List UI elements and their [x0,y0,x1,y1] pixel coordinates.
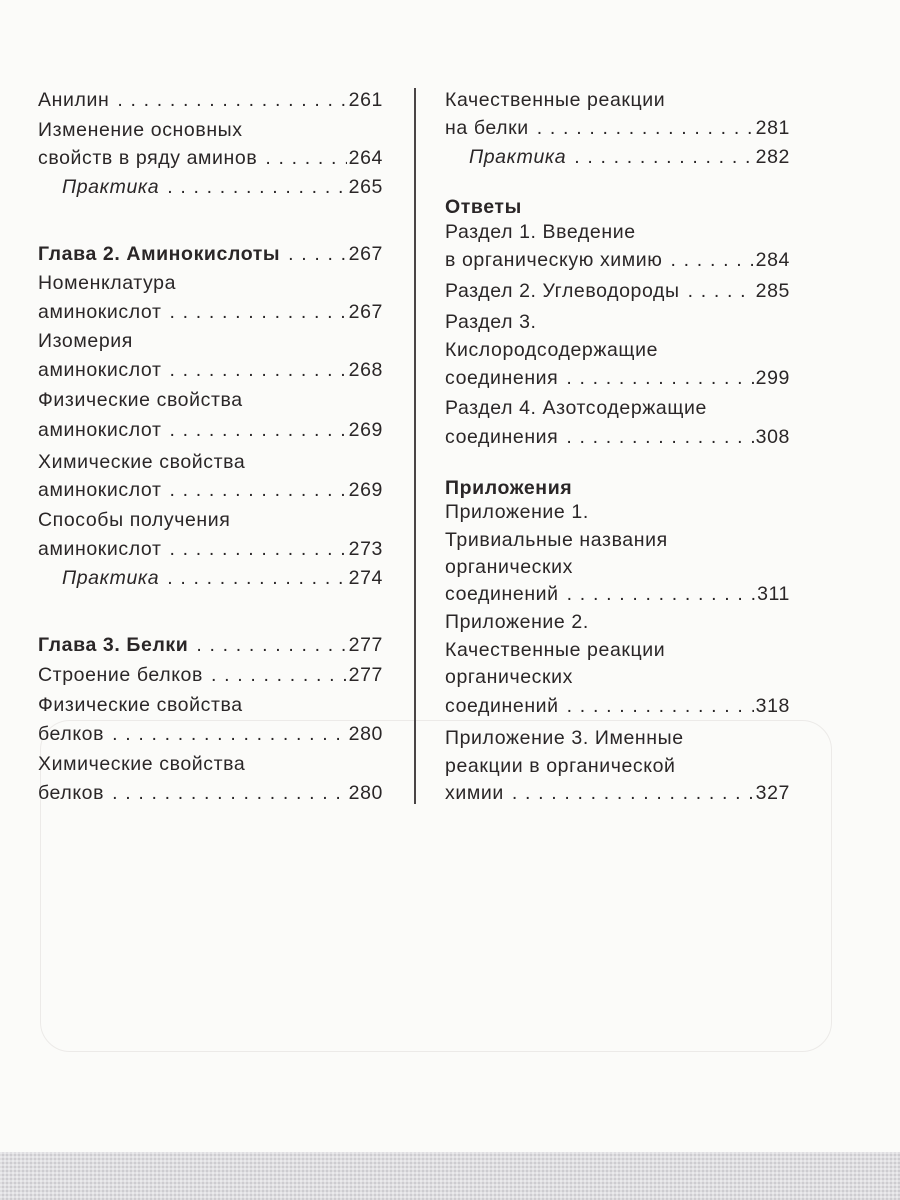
toc-entry-line [445,724,790,752]
toc-page-number: 269 [348,418,383,441]
toc-page-number: 267 [348,242,383,265]
toc-entry [38,661,383,689]
toc-entry-title: Анилин [38,88,110,111]
toc-page-number: 308 [755,425,790,448]
toc-page-number: 280 [348,722,383,745]
toc-entry [38,476,383,504]
dot-leader [512,782,754,805]
toc-entry [445,692,790,720]
toc-page-number: 327 [755,781,790,804]
toc-entry-title: соединения [445,425,559,448]
toc-page-number: 318 [755,694,790,717]
toc-entry-line [445,498,790,526]
toc-entry-title: Качественные реакции [445,88,666,111]
toc-page-number: 273 [348,537,383,560]
toc-entry [38,86,383,114]
toc-entry-title: Физические свойства [38,388,243,411]
toc-entry-title: аминокислот [38,418,162,441]
toc-page-number: 311 [757,582,790,605]
toc-page-number: 268 [348,358,383,381]
dot-leader [567,583,755,606]
toc-entry-title: в органическую химию [445,248,663,271]
toc-entry-title: Раздел 2. Углеводороды [445,279,680,302]
dot-leader [169,301,346,324]
dot-leader [574,146,753,169]
toc-entry-title: органических [445,555,574,578]
toc-entry-line [445,218,790,246]
toc-entry-title: Раздел 1. Введение [445,220,636,243]
toc-entry-line [38,506,383,534]
toc-page-number: 299 [755,366,790,389]
toc-entry-title: Приложение 2. [445,610,589,633]
toc-entry [38,173,383,201]
toc-page-number: 274 [348,566,383,589]
scanner-edge-band [0,1152,900,1200]
toc-entry-title: Строение белков [38,663,203,686]
toc-entry [38,356,383,384]
toc-page-number: 261 [348,88,383,111]
dot-leader [112,723,347,746]
toc-entry [38,298,383,326]
toc-entry-line [38,691,383,719]
dot-leader [211,664,347,687]
toc-entry [445,423,790,451]
toc-page-number: 265 [348,175,383,198]
toc-page-number: 285 [755,279,790,302]
toc-page-number: 284 [755,248,790,271]
toc-entry-title: органических [445,665,574,688]
toc-entry-title: аминокислот [38,478,162,501]
toc-entry-title: Номенклатура [38,271,177,294]
dot-leader [169,359,346,382]
toc-entry-title: Глава 2. Аминокислоты [38,242,281,265]
toc-section-heading [445,193,790,221]
dot-leader [537,117,754,140]
toc-entry-title: Кислородсодержащие [445,338,659,361]
toc-entry-title: белков [38,781,105,804]
dot-leader [671,249,754,272]
toc-entry [445,580,790,608]
toc-entry-title: реакции в органической [445,754,676,777]
toc-entry [445,364,790,392]
toc-entry-title: Химические свойства [38,450,246,473]
toc-entry-title: белков [38,722,105,745]
toc-entry-title: аминокислот [38,537,162,560]
dot-leader [112,782,347,805]
toc-page-number: 267 [348,300,383,323]
toc-entry-line [38,386,383,414]
toc-entry [445,114,790,142]
toc-entry-title: Приложение 1. [445,500,589,523]
toc-entry [38,779,383,807]
toc-page-number: 282 [755,145,790,168]
toc-entry-line [38,750,383,778]
toc-entry-title: химии [445,781,504,804]
dot-leader [169,538,346,561]
toc-entry-title: Практика [62,175,160,198]
toc-entry-title: Химические свойства [38,752,246,775]
toc-entry-line [38,269,383,297]
toc-entry-line [445,553,790,581]
toc-entry [445,277,790,305]
toc-entry-title: Приложения [445,476,573,499]
toc-entry-title: соединений [445,582,559,605]
toc-entry-title: свойств в ряду аминов [38,146,258,169]
toc-entry [38,416,383,444]
dot-leader [567,695,754,718]
toc-entry-title: Практика [469,145,567,168]
toc-entry [38,631,383,659]
toc-entry-line [445,663,790,691]
toc-entry-title: Практика [62,566,160,589]
toc-entry-title: Изменение основных [38,118,243,141]
toc-entry-line [38,116,383,144]
toc-entry-line [445,526,790,554]
toc-entry-title: Способы получения [38,508,231,531]
toc-entry-line [38,327,383,355]
toc-page-number: 277 [348,663,383,686]
dot-leader [117,89,346,112]
toc-entry-title: Качественные реакции [445,638,666,661]
dot-leader [169,419,346,442]
toc-entry [445,779,790,807]
toc-entry-title: Физические свойства [38,693,243,716]
toc-entry-line [445,336,790,364]
toc-page-number: 264 [348,146,383,169]
toc-entry [38,240,383,268]
toc-entry-title: аминокислот [38,300,162,323]
toc-entry [38,564,383,592]
dot-leader [167,567,346,590]
toc-entry [38,144,383,172]
toc-entry-title: Изомерия [38,329,133,352]
toc-entry [38,535,383,563]
toc-entry-title: Раздел 4. Азотсодержащие [445,396,707,419]
dot-leader [169,479,346,502]
toc-entry-line [445,636,790,664]
toc-page-number: 280 [348,781,383,804]
toc-entry-title: соединения [445,366,559,389]
column-divider [414,88,416,804]
toc-entry-line [445,308,790,336]
toc-entry-title: Приложение 3. Именные [445,726,684,749]
toc-entry-line [38,448,383,476]
toc-entry-title: Раздел 3. [445,310,537,333]
toc-entry-title: Ответы [445,195,522,218]
dot-leader [288,243,347,266]
toc-entry [445,246,790,274]
dot-leader [566,426,753,449]
toc-page-number: 281 [755,116,790,139]
toc-entry-title: Тривиальные названия [445,528,668,551]
dot-leader [566,367,753,390]
toc-page-number: 277 [348,633,383,656]
dot-leader [196,634,346,657]
toc-entry-title: на белки [445,116,529,139]
toc-page-number: 269 [348,478,383,501]
toc-entry [445,143,790,171]
toc-entry-line [445,752,790,780]
toc-entry-line [445,608,790,636]
toc-entry-line [445,394,790,422]
dot-leader [265,147,346,170]
dot-leader [688,280,754,303]
toc-entry-title: Глава 3. Белки [38,633,189,656]
dot-leader [167,176,346,199]
toc-entry-title: аминокислот [38,358,162,381]
toc-entry-title: соединений [445,694,559,717]
toc-entry [38,720,383,748]
toc-entry-line [445,86,790,114]
